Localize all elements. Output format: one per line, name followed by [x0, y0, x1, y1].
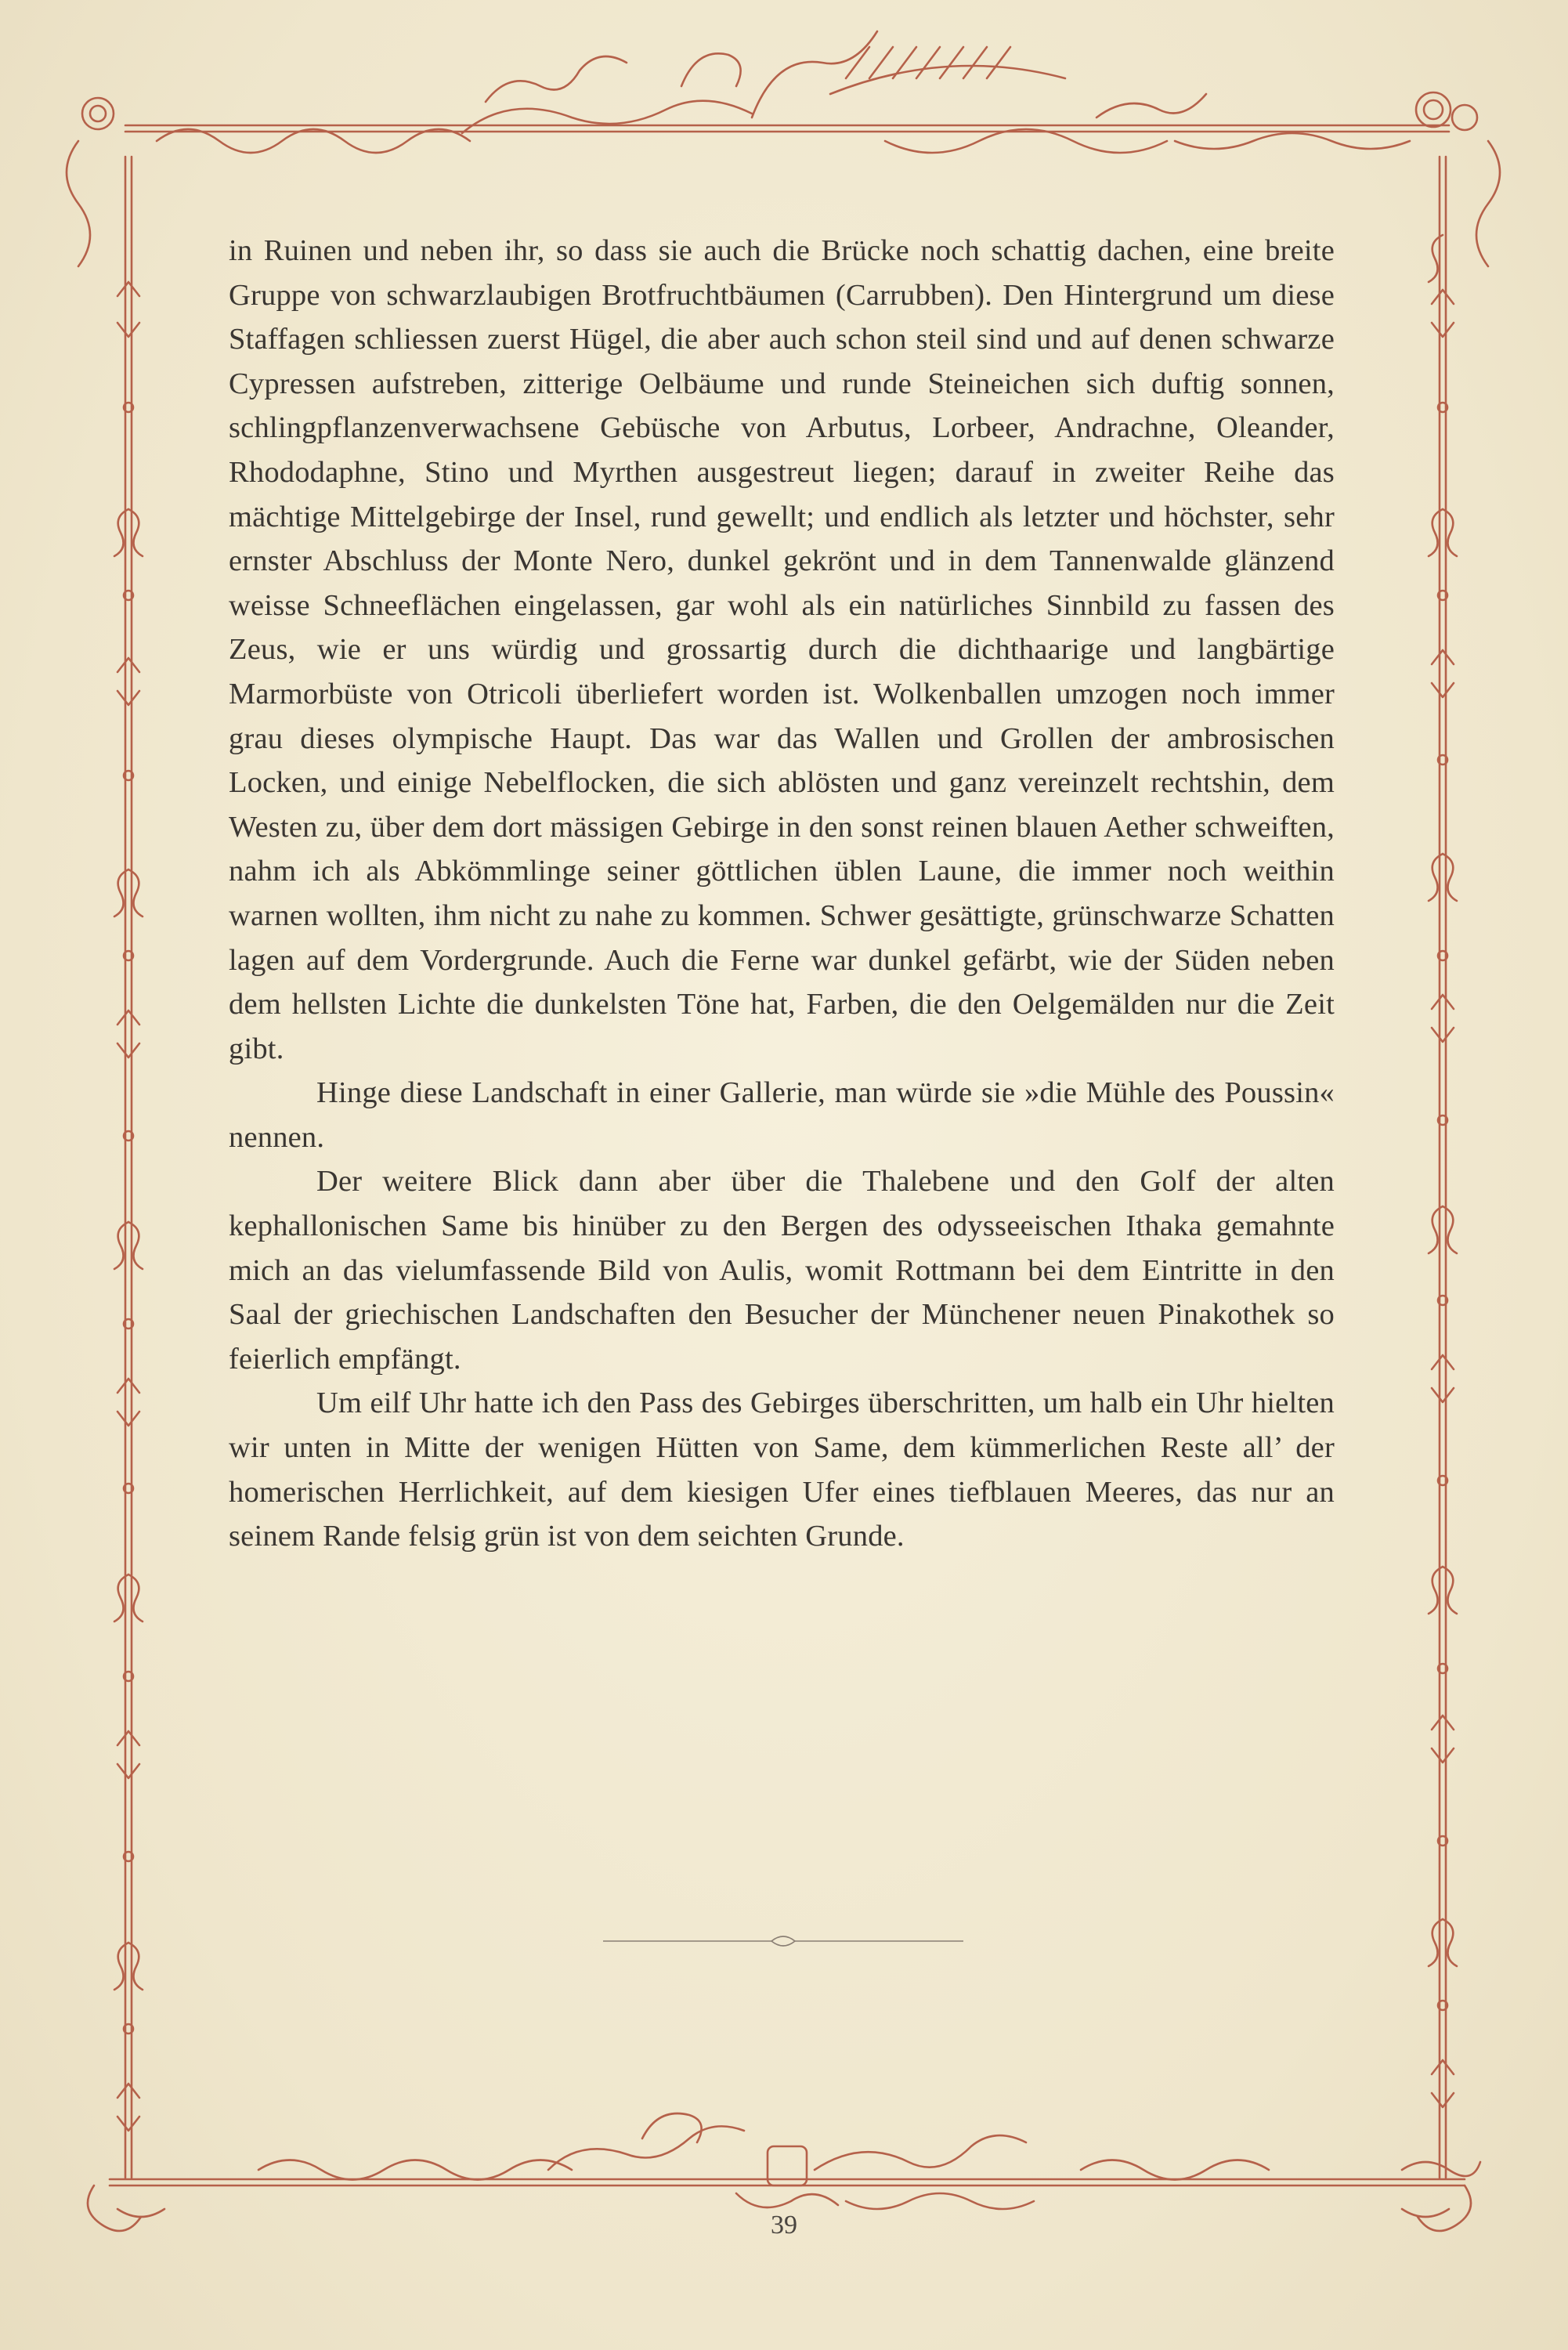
body-text	[229, 229, 1335, 1559]
paragraph-1: in Ruinen und neben ihr, so dass sie auch die Brücke noch schattig dachen, eine breite Gruppe von schwarzlaubigen Brotfruchtbäumen (Carrubben). Den Hintergrund um diese Staffagen schliessen zuerst Hügel, die aber auch schon steil sind und auf denen schwarze Cypressen aufstreben, zitterige Oelbäume und runde Steineichen sich duftig sonnen, schlingpflanzenverwachsene Gebüsche von Arbutus, Lorbeer, Andrachne, Oleander, Rhododaphne, Stino und Myrthen ausgestreut liegen; darauf in zweiter Reihe das mächtige Mittelgebirge der Insel, rund gewellt; und endlich als letzter und höchster, sehr ernster Abschluss der Monte Nero, dunkel gekrönt und in dem Tannenwalde glänzend weisse Schneeflächen eingelassen, gar wohl als ein natürliches Sinnbild zu fassen des Zeus, wie er uns würdig und grossartig durch die dichthaarige und langbärtige Marmorbüste von Otricoli überliefert worden ist. Wolkenballen umzogen noch immer grau dieses olympische Haupt. Das war das Wallen und Grollen der ambrosischen Locken, und einige Nebelflocken, die sich ablösten und ganz vereinzelt rechtshin, dem Westen zu, über dem dort mässigen Gebirge in den sonst reinen blauen Aether schweiften, nahm ich als Abkömmlinge seiner göttlichen üblen Laune, die immer noch weithin warnen wollten, ihm nicht zu nahe zu kommen. Schwer gesättigte, grünschwarze Schatten lagen auf dem Vordergrunde. Auch die Ferne war dunkel gefärbt, wie der Süden neben dem hellsten Lichte die dunkelsten Töne hat, Farben, die den Oelgemälden nur die Zeit gibt.	[229, 234, 1335, 1065]
paragraph-2: Hinge diese Landschaft in einer Gallerie, man würde sie »die Mühle des Poussin« nennen.	[229, 1076, 1335, 1154]
paragraph-3: Der weitere Blick dann aber über die Thalebene und den Golf der alten kephallonischen Same bis hinüber zu den Bergen des odysseeischen Ithaka gemahnte mich an das vielumfassende Bild von Aulis, womit Rottmann bei dem Eintritte in den Saal der griechischen Landschaften den Besucher der Münchener neuen Pinakothek so feierlich empfängt.	[229, 1165, 1335, 1376]
section-divider-ornament	[603, 1929, 963, 1953]
paragraph-4: Um eilf Uhr hatte ich den Pass des Gebirges überschritten, um halb ein Uhr hielten wir unten in Mitte der wenigen Hütten von Same, dem kümmerlichen Reste all’ der homerischen Herrlichkeit, auf dem kiesigen Ufer eines tiefblauen Meeres, das nur an seinem Rande felsig grün ist von dem seichten Grunde.	[229, 1386, 1335, 1553]
page-number: 39	[771, 2211, 797, 2240]
